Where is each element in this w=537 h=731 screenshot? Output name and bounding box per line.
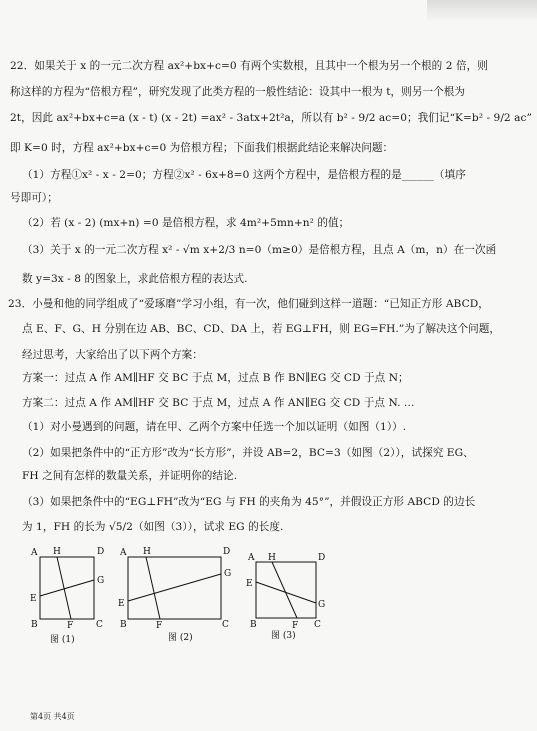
fig2-label-f: F [156, 621, 163, 631]
fig1-label-a: A [31, 548, 38, 558]
p22-part-3-cont: 数 y=3x - 8 的图象上，求此倍根方程的表达式. [22, 273, 248, 285]
fig3-label-h: H [268, 553, 276, 563]
fig2-label-b: B [120, 620, 127, 630]
fig3-label-f: F [292, 621, 299, 631]
fig1-label-e: E [30, 594, 37, 604]
p22-part-2: （2）若 (x - 2) (mx+n) =0 是倍根方程，求 4m²+5mn+n² 的值； [22, 217, 350, 229]
figure-1-line-eg [40, 580, 94, 596]
p23-part-2: （2）如果把条件中的“正方形”改为“长方形”，并设 AB=2，BC=3（如图（2）），试探究 EG、 [22, 447, 474, 459]
page-footer: 第4页 共4页 [30, 712, 75, 721]
fig2-label-h: H [143, 547, 151, 557]
p22-line-2: 称这样的方程为“倍根方程”，研究发现了此类方程的一般性结论：设其中一根为 t，则另一个根为 [10, 86, 466, 98]
figure-3-square [256, 562, 316, 618]
p23-line-3: 经过思考，大家给出了以下两个方案： [22, 349, 203, 361]
p22-line-4: 即 K=0 时，方程 ax²+bx+c=0 为倍根方程；下面我们根据此结论来解决问题： [10, 142, 394, 154]
fig1-label-g: G [97, 576, 105, 586]
fig2-label-d: D [223, 547, 231, 557]
figure-3-line-hf [272, 562, 297, 618]
p23-part-3: （3）如果把条件中的“EG⊥FH”改为“EG 与 FH 的夹角为 45°”，并假设正方形 ABCD 的边长 [22, 496, 476, 508]
figure-3-line-eg [256, 582, 316, 603]
p23-part-2-cont: FH 之间有怎样的数量关系，并证明你的结论. [22, 470, 238, 482]
fig2-label-e: E [118, 599, 125, 609]
figure-2-line-eg [128, 574, 221, 601]
p22-part-3: （3）关于 x 的一元二次方程 x² - √m x+2/3 n=0（m≥0）是倍根方程，且点 A（m，n）在一次函 [22, 244, 497, 256]
p23-part-1: （1）对小曼遇到的问题，请在甲、乙两个方案中任选一个加以证明（如图（1））. [22, 421, 407, 433]
fig2-label-g: G [224, 569, 232, 579]
fig1-label-d: D [97, 547, 105, 557]
fig1-label-h: H [53, 547, 61, 557]
p23-line-1: 23．小曼和他的同学组成了“爱琢磨”学习小组，有一次，他们碰到这样一道题：“已知正方形 ABCD， [8, 298, 489, 310]
p22-line-1: 22．如果关于 x 的一元二次方程 ax²+bx+c=0 有两个实数根，且其中一个根为另一个根的 2 倍，则 [10, 60, 488, 72]
p22-line-3: 2t，因此 ax²+bx+c=a (x - t) (x - 2t) =ax² - 3atx+2t²a，所以有 b² - 9/2 ac=0；我们记“K=b² - 9/2 ac” [10, 112, 532, 124]
fig1-label-f: F [67, 621, 74, 631]
p23-part-3-cont: 为 1，FH 的长为 √5/2（如图（3）），试求 EG 的长度. [22, 521, 284, 533]
fig1-label-b: B [31, 620, 38, 630]
fig1-label-c: C [96, 620, 103, 630]
fig3-label-a: A [248, 553, 255, 563]
fig3-label-d: D [318, 553, 326, 563]
p22-part-1-cont: 号即可）； [10, 192, 58, 204]
fig2-label-c: C [222, 620, 229, 630]
figure-3-labels [246, 553, 325, 641]
fig3-label-e: E [246, 579, 253, 589]
fig1-caption: 图 (1) [50, 635, 75, 645]
fig3-caption: 图 (3) [271, 631, 296, 641]
figure-3 [256, 562, 316, 618]
fig2-label-a: A [120, 548, 127, 558]
fig3-label-g: G [318, 600, 326, 610]
p23-plan-1: 方案一：过点 A 作 AM∥HF 交 BC 于点 M，过点 B 作 BN∥EG 交 CD 于点 N； [22, 372, 409, 384]
fig2-caption: 图 (2) [168, 633, 193, 643]
fig3-label-b: B [250, 620, 257, 630]
p22-part-1: （1）方程①x² - x - 2=0；方程②x² - 6x+8=0 这两个方程中，是倍根方程的是______（填序 [22, 169, 466, 181]
figure-1 [40, 557, 94, 619]
figure-2-labels [118, 547, 231, 643]
figure-1-line-hf [57, 557, 71, 619]
figure-2 [128, 557, 221, 619]
fig3-label-c: C [314, 620, 321, 630]
p23-line-2: 点 E、F、G、H 分别在边 AB、BC、CD、DA 上，若 EG⊥FH，则 EG=FH.”为了解决这个问题， [22, 323, 501, 335]
p23-plan-2: 方案二：过点 A 作 AM∥HF 交 BC 于点 M，过点 A 作 AN∥EG 交 CD 于点 N. … [22, 397, 415, 409]
figure-2-line-hf [146, 557, 160, 619]
